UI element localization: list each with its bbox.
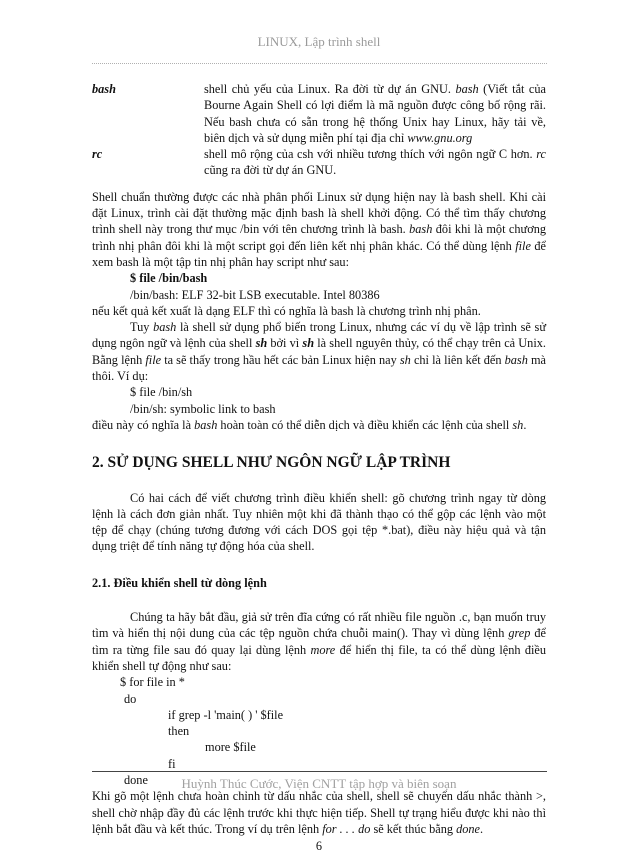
paragraph-bash-sh: điều này có nghĩa là bash hoàn toàn có thể diễn dịch và điều khiển các lệnh của shell sh. — [92, 417, 527, 432]
definition-rc: shell mô rộng của csh với nhiều tương thích với ngôn ngữ C hơn. rc cũng ra đời từ dự án GNU. — [204, 147, 546, 178]
definition-row-bash — [92, 81, 546, 146]
code-line: done — [124, 772, 148, 787]
section-heading: 2. SỬ DỤNG SHELL NHƯ NGÔN NGỮ LẬP TRÌNH — [92, 454, 451, 472]
code-command: $ file /bin/bash — [130, 271, 208, 286]
paragraph-two-ways: Có hai cách để viết chương trình điều khiển shell: gõ chương trình ngay từ dòng lệnh là cách đơn giản nhất. Tuy nhiên một khi đã thành thạo có thể gộp các lệnh vào một tệp để chạy (chúng tương đương với cách DOS gọi tệp *.bat), điều này hiệu quả và tận dụng triệt để tính năng tự động hóa của shell. — [92, 490, 546, 554]
footer-divider — [92, 771, 547, 772]
code-line: more $file — [205, 740, 256, 755]
gnu-link: www.gnu.org — [407, 130, 473, 145]
code-output: /bin/sh: symbolic link to bash — [130, 401, 276, 416]
header-divider — [92, 63, 547, 64]
paragraph-grep: Chúng ta hãy bắt đầu, giả sử trên đĩa cứng có rất nhiều file nguồn .c, bạn muốn truy tìm và hiển thị nội dung của các tệp nguồn chứa chuỗi main(). Thay vì dùng lệnh grep để tìm ra từng file sau đó quay lại dùng lệnh more để hiển thị file, ta có thể dùng lệnh điều khiển shell tự động như sau: — [92, 610, 546, 673]
code-output: /bin/bash: ELF 32-bit LSB executable. Intel 80386 — [130, 287, 380, 302]
paragraph-elf: nếu kết quả kết xuất là dạng ELF thì có nghĩa là bash là chương trình nhị phân. — [92, 303, 481, 318]
shell-definition-list — [92, 81, 546, 179]
paragraph-sh: Tuy bash là shell sử dụng phổ biến trong Linux, nhưng các ví dụ về lập trình sẽ sử dụng ngôn ngữ và lệnh của shell sh bởi vì sh là shell nguyên thủy, có thể chạy trên cả Unix. Bằng lệnh file ta sẽ thấy trong hầu hết các bản Linux hiện nay sh chỉ là liên kết đến bash mà thôi. Ví dụ: — [92, 320, 547, 384]
code-line: fi — [168, 756, 176, 771]
code-line: if grep -l 'main( ) ' $file — [168, 707, 284, 722]
paragraph-standard-shell: Shell chuẩn thường được các nhà phân phối Linux sử dụng hiện nay là bash shell. Khi cài đặt Linux, trình cài đặt thường mặc định bash là shell khởi động. Có thể tìm thấy chương trình shell này trong thư mục /bin với tên chương trình là bash. bash đôi khi là một chương trình nhị phân đôi khi là một script gọi đến liên kết nhị phân khác. Có thể dùng lệnh file để xem bash là một tập tin nhị phân hay script như sau: — [92, 189, 546, 269]
code-line: do — [124, 691, 137, 706]
page-number: 6 — [315, 839, 323, 854]
term-bash: bash — [92, 82, 116, 96]
definition-bash: shell chủ yếu của Linux. Ra đời từ dự án GNU. bash (Viết tắt của Bourne Again Shell có lợi điểm là mã nguồn được công bố rộng rãi. Nếu bash chưa có sẵn trong hệ thống Unix hay Linux, hãy tải về, biên dịch và sử dụng miễn phí tại địa chỉ www.gnu.org — [204, 82, 547, 145]
page-footer: Huỳnh Thúc Cước, Viện CNTT tập hợp và biên soạn — [181, 776, 457, 791]
paragraph-prompt: Khi gõ một lệnh chưa hoàn chỉnh từ dấu nhắc của shell, shell sẽ chuyển dấu nhắc thành >, shell chờ nhập đầy đủ các lệnh trước khi thực hiện tiếp. Shell tự trạng hiểu được khi nào thì lệnh bắt đầu và kết thúc. Trong ví dụ trên lệnh for . . . do sẽ kết thúc bằng done. — [92, 789, 546, 836]
definition-row-rc — [92, 146, 546, 179]
page-body — [92, 81, 546, 854]
term-rc: rc — [92, 147, 103, 162]
code-line: then — [168, 724, 190, 739]
page-header: LINUX, Lập trình shell — [257, 34, 381, 49]
code-command: $ file /bin/sh — [130, 385, 193, 400]
code-line: $ for file in * — [120, 675, 185, 690]
subsection-heading: 2.1. Điều khiển shell từ dòng lệnh — [92, 575, 267, 590]
